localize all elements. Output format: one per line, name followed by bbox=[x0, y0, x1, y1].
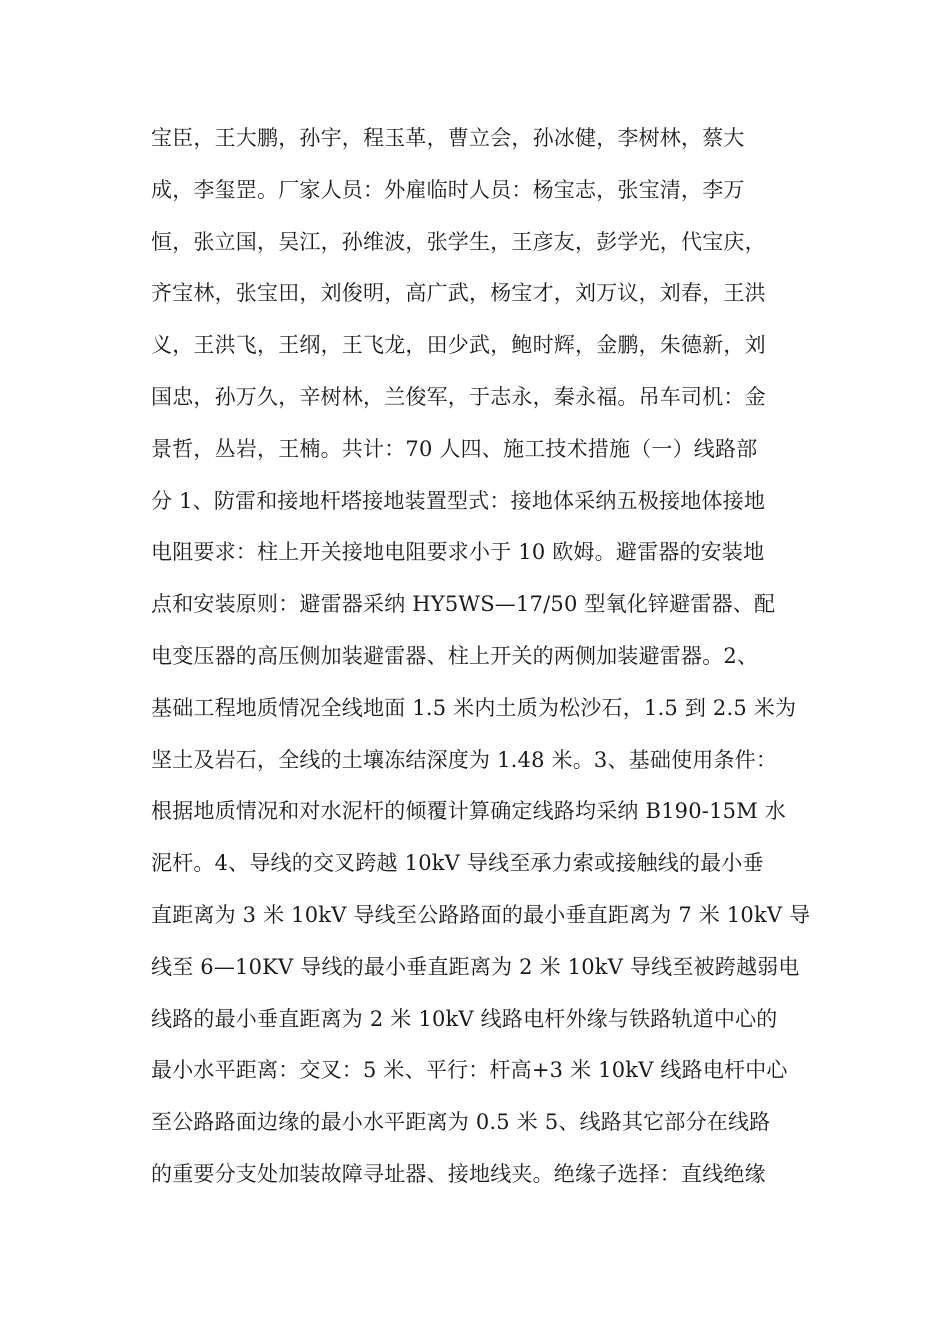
text-line: 义，王洪飞，王纲，王飞龙，田少武，鲍时辉，金鹏，朱德新，刘 bbox=[151, 333, 766, 358]
text-line: 直距离为 3 米 10kV 导线至公路路面的最小垂直距离为 7 米 10kV 导 bbox=[151, 902, 811, 927]
text-line: 宝臣，王大鹏，孙宇，程玉革，曹立会，孙冰健，李树林，蔡大 bbox=[151, 126, 745, 150]
body-text bbox=[151, 116, 811, 1204]
text-line: 电阻要求：柱上开关接地电阻要求小于 10 欧姆。避雷器的安装地 bbox=[151, 540, 765, 565]
text-line: 泥杆。4、导线的交叉跨越 10kV 导线至承力索或接触线的最小垂 bbox=[151, 851, 764, 876]
text-line: 电变压器的高压侧加装避雷器、柱上开关的两侧加装避雷器。2、 bbox=[151, 643, 759, 668]
text-line: 的重要分支处加装故障寻址器、接地线夹。绝缘子选择：直线绝缘 bbox=[151, 1161, 766, 1186]
text-line: 坚土及岩石，全线的土壤冻结深度为 1.48 米。3、基础使用条件： bbox=[151, 747, 778, 772]
text-line: 恒，张立国，吴江，孙维波，张学生，王彦友，彭学光，代宝庆， bbox=[151, 229, 766, 254]
text-line: 根据地质情况和对水泥杆的倾覆计算确定线路均采纳 B190-15M 水 bbox=[151, 799, 786, 824]
text-line: 最小水平距离：交叉：5 米、平行：杆高+3 米 10kV 线路电杆中心 bbox=[151, 1058, 788, 1083]
text-line: 基础工程地质情况全线地面 1.5 米内土质为松沙石，1.5 到 2.5 米为 bbox=[151, 695, 797, 720]
text-line: 国忠，孙万久，辛树林，兰俊军，于志永，秦永福。吊车司机：金 bbox=[151, 384, 766, 409]
text-line: 点和安装原则：避雷器采纳 HY5WS—17/50 型氧化锌避雷器、配 bbox=[151, 592, 776, 617]
text-line: 成，李玺罡。厂家人员：外雇临时人员：杨宝志，张宝清，李万 bbox=[151, 177, 745, 202]
text-line: 分 1、防雷和接地杆塔接地装置型式：接地体采纳五极接地体接地 bbox=[151, 488, 766, 513]
text-line: 线路的最小垂直距离为 2 米 10kV 线路电杆外缘与铁路轨道中心的 bbox=[151, 1006, 778, 1031]
text-line: 齐宝林，张宝田，刘俊明，高广武，杨宝才，刘万议，刘春，王洪 bbox=[151, 281, 766, 306]
text-line: 景哲，丛岩，王楠。共计：70 人四、施工技术措施（一）线路部 bbox=[151, 436, 758, 461]
text-line: 线至 6—10KV 导线的最小垂直距离为 2 米 10kV 导线至被跨越弱电 bbox=[151, 954, 800, 979]
text-line: 至公路路面边缘的最小水平距离为 0.5 米 5、线路其它部分在线路 bbox=[151, 1110, 771, 1135]
